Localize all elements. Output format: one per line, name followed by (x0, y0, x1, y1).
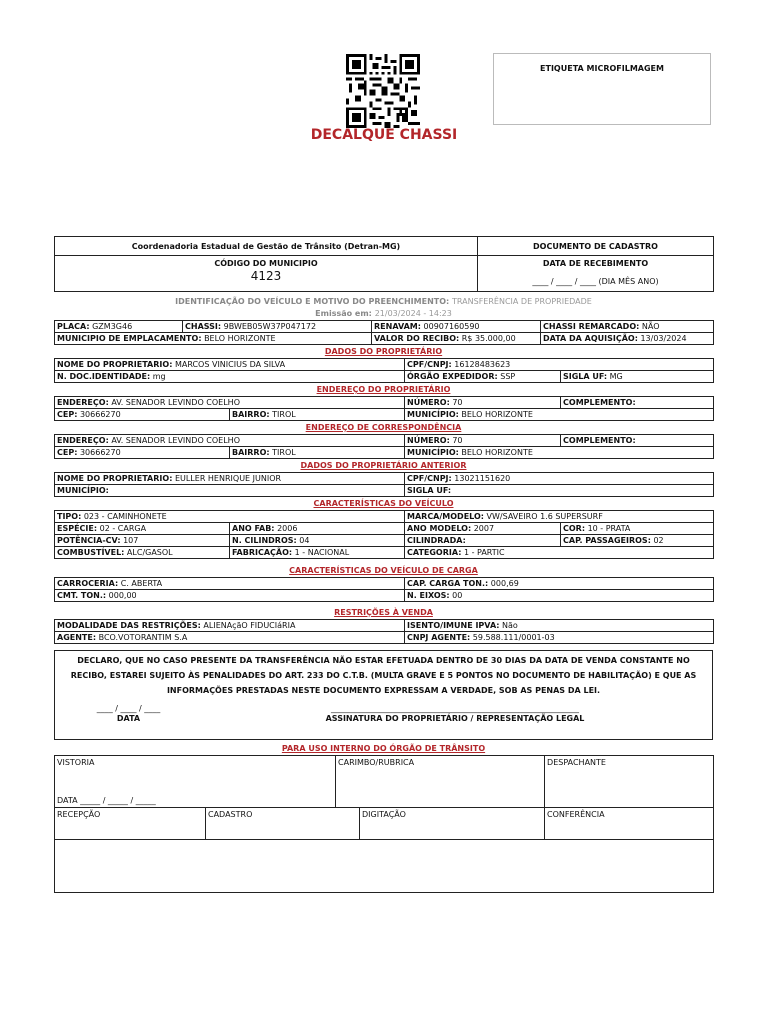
municipio-emplacamento-label: MUNICIPIO DE EMPLACAMENTO: (57, 334, 202, 343)
despachante-label: DESPACHANTE (547, 758, 606, 767)
cmt-value: 000,00 (108, 591, 137, 600)
despachante-cell (545, 756, 714, 808)
renavam-value: 00907160590 (423, 322, 480, 331)
cpf-label: CPF/CNPJ: (407, 360, 452, 369)
identificacao-line (54, 296, 713, 308)
chassi-remarcado-label: CHASSI REMARCADO: (543, 322, 640, 331)
chassi-value: 9BWEB05W37P047172 (223, 322, 317, 331)
section-title-restricoes: RESTRIÇÕES À VENDA (334, 608, 433, 617)
data-aquisicao-value: 13/03/2024 (640, 334, 687, 343)
bairro-label: BAIRRO: (232, 410, 270, 419)
doc-identidade-value: mg (152, 372, 166, 381)
nome-proprietario-label: NOME DO PROPRIETARIO: (57, 360, 173, 369)
etiqueta-microfilmagem-box (493, 53, 711, 125)
endereco-value: AV. SENADOR LEVINDO COELHO (111, 398, 240, 407)
doc-type: DOCUMENTO DE CADASTRO (478, 237, 714, 256)
corresp-cep-label: CEP: (57, 448, 78, 457)
anterior-nome-value: EULLER HENRIQUE JUNIOR (174, 474, 282, 483)
declaracao-box (54, 650, 713, 740)
endereco-table (54, 396, 714, 421)
cadastro-cell (206, 808, 360, 840)
doc-identidade-label: N. DOC.IDENTIDADE: (57, 372, 151, 381)
agente-label: AGENTE: (57, 633, 97, 642)
orgao-expedidor-label: ÓRGÃO EXPEDIDOR: (407, 372, 498, 381)
ano-fab-value: 2006 (277, 524, 298, 533)
ano-modelo-label: ANO MODELO: (407, 524, 472, 533)
carroceria-value: C. ABERTA (120, 579, 163, 588)
corresp-municipio-value: BELO HORIZONTE (461, 448, 533, 457)
section-title-correspondencia: ENDEREÇO DE CORRESPONDÊNCIA (305, 423, 462, 432)
anterior-municipio-label: MUNICÍPIO: (57, 486, 109, 495)
cadastro-label: CADASTRO (208, 810, 253, 819)
data-label: DATA (116, 714, 141, 723)
cap-carga-label: CAP. CARGA TON.: (407, 579, 489, 588)
sigla-uf-label: SIGLA UF: (563, 372, 608, 381)
corresp-endereco-label: ENDEREÇO: (57, 436, 109, 445)
placa-label: PLACA: (57, 322, 90, 331)
data-blank: ____ / ____ / ____ (96, 704, 161, 713)
combustivel-value: ALC/GASOL (126, 548, 173, 557)
observacoes-cell (55, 840, 714, 893)
passageiros-value: 02 (653, 536, 664, 545)
emissao-label: Emissão em: (315, 309, 372, 318)
conferencia-label: CONFERÊNCIA (547, 810, 605, 819)
data-recebimento-value: ____ / ____ / ____ (DIA MÊS ANO) (532, 277, 659, 286)
cpf-value: 16128483623 (454, 360, 511, 369)
identificacao-value: TRANSFERÊNCIA DE PROPRIEDADE (452, 297, 592, 306)
etiqueta-label: ETIQUETA MICROFILMAGEM (540, 64, 664, 73)
veiculo-table (54, 320, 714, 345)
corresp-numero-value: 70 (452, 436, 463, 445)
eixos-value: 00 (452, 591, 463, 600)
section-title-proprietario: DADOS DO PROPRIETÁRIO (324, 347, 443, 356)
ipva-value: Não (502, 621, 518, 630)
tipo-label: TIPO: (57, 512, 82, 521)
codigo-label: CÓDIGO DO MUNICIPIO (214, 259, 318, 268)
numero-value: 70 (452, 398, 463, 407)
modalidade-value: ALIENAçãO FIDUCIáRIA (203, 621, 296, 630)
anterior-cpf-label: CPF/CNPJ: (407, 474, 452, 483)
corresp-cep-value: 30666270 (79, 448, 121, 457)
agente-value: BCO.VOTORANTIM S.A (98, 633, 188, 642)
fabricacao-label: FABRICAÇÃO: (232, 548, 293, 557)
potencia-value: 107 (123, 536, 139, 545)
potencia-label: POTÊNCIA-CV: (57, 536, 121, 545)
vistoria-label: VISTORIA (57, 758, 95, 767)
assinatura-signature (313, 704, 597, 724)
categoria-value: 1 - PARTIC (463, 548, 505, 557)
data-recebimento-label: DATA DE RECEBIMENTO (542, 259, 649, 268)
municipio-label: MUNICÍPIO: (407, 410, 459, 419)
cep-label: CEP: (57, 410, 78, 419)
municipio-emplacamento-value: BELO HORIZONTE (204, 334, 276, 343)
section-title-caracteristicas: CARACTERÍSTICAS DO VEÍCULO (313, 499, 454, 508)
corresp-municipio-label: MUNICÍPIO: (407, 448, 459, 457)
section-title-carga: CARACTERÍSTICAS DO VEÍCULO DE CARGA (289, 566, 478, 575)
codigo-value: 4123 (250, 269, 282, 283)
cor-label: COR: (563, 524, 586, 533)
assinatura-line: ______________________________________________________________ (331, 704, 579, 713)
cep-value: 30666270 (79, 410, 121, 419)
especie-label: ESPÉCIE: (57, 524, 98, 533)
carga-table (54, 577, 714, 602)
valor-recibo-label: VALOR DO RECIBO: (374, 334, 460, 343)
restricoes-table (54, 619, 714, 644)
cap-carga-value: 000,69 (490, 579, 519, 588)
carroceria-label: CARROCERIA: (57, 579, 119, 588)
especie-value: 02 - CARGA (99, 524, 147, 533)
form-body (54, 236, 713, 893)
municipio-value: BELO HORIZONTE (461, 410, 533, 419)
corresp-bairro-value: TIROL (272, 448, 296, 457)
numero-label: NÚMERO: (407, 398, 450, 407)
cilindros-value: 04 (299, 536, 310, 545)
chassi-label: CHASSI: (185, 322, 222, 331)
digitacao-cell (360, 808, 545, 840)
page-title: DECALQUE CHASSI (310, 127, 458, 143)
passageiros-label: CAP. PASSAGEIROS: (563, 536, 651, 545)
cnpj-agente-label: CNPJ AGENTE: (407, 633, 471, 642)
carimbo-label: CARIMBO/RUBRICA (338, 758, 415, 767)
caracteristicas-table (54, 510, 714, 559)
corresp-complemento-label: COMPLEMENTO: (563, 436, 636, 445)
cilindros-label: N. CILINDROS: (232, 536, 297, 545)
marca-value: VW/SAVEIRO 1.6 SUPERSURF (486, 512, 603, 521)
bairro-value: TIROL (272, 410, 296, 419)
chassi-remarcado-value: NÃO (641, 322, 660, 331)
tipo-value: 023 - CAMINHONETE (83, 512, 167, 521)
data-aquisicao-label: DATA DA AQUISIÇÃO: (543, 334, 638, 343)
complemento-label: COMPLEMENTO: (563, 398, 636, 407)
carimbo-cell (336, 756, 545, 808)
qr-code (346, 54, 420, 128)
correspondencia-table (54, 434, 714, 459)
emissao-line (54, 308, 713, 320)
anterior-cpf-value: 13021151620 (454, 474, 511, 483)
corresp-bairro-label: BAIRRO: (232, 448, 270, 457)
fabricacao-value: 1 - NACIONAL (294, 548, 350, 557)
uso-interno-table (54, 755, 714, 893)
recepcao-cell (55, 808, 206, 840)
endereco-label: ENDEREÇO: (57, 398, 109, 407)
section-title-uso-interno: PARA USO INTERNO DO ÓRGÃO DE TRÂNSITO (281, 744, 486, 753)
anterior-uf-label: SIGLA UF: (407, 486, 452, 495)
placa-value: GZM3G46 (92, 322, 133, 331)
ano-modelo-value: 2007 (473, 524, 495, 533)
marca-label: MARCA/MODELO: (407, 512, 484, 521)
valor-recibo-value: R$ 35.000,00 (461, 334, 516, 343)
cor-value: 10 - PRATA (587, 524, 631, 533)
corresp-endereco-value: AV. SENADOR LEVINDO COELHO (111, 436, 240, 445)
sigla-uf-value: MG (609, 372, 623, 381)
corresp-numero-label: NÚMERO: (407, 436, 450, 445)
vistoria-data: DATA _____ / _____ / _____ (57, 796, 156, 805)
categoria-label: CATEGORIA: (407, 548, 462, 557)
section-title-endereco: ENDEREÇO DO PROPRIETÁRIO (316, 385, 451, 394)
digitacao-label: DIGITAÇÃO (362, 810, 406, 819)
anterior-table (54, 472, 714, 497)
modalidade-label: MODALIDADE DAS RESTRIÇÕES: (57, 621, 201, 630)
renavam-label: RENAVAM: (374, 322, 421, 331)
anterior-nome-label: NOME DO PROPRIETARIO: (57, 474, 173, 483)
header-table (54, 236, 714, 292)
recepcao-label: RECEPÇÃO (57, 810, 101, 819)
cnpj-agente-value: 59.588.111/0001-03 (472, 633, 555, 642)
conferencia-cell (545, 808, 714, 840)
nome-proprietario-value: MARCOS VINICIUS DA SILVA (174, 360, 286, 369)
assinatura-label: ASSINATURA DO PROPRIETÁRIO / REPRESENTAÇÃO LEGAL (325, 714, 585, 723)
orgao-expedidor-value: SSP (500, 372, 516, 381)
ipva-label: ISENTO/IMUNE IPVA: (407, 621, 500, 630)
org-name: Coordenadoria Estadual de Gestão de Trânsito (Detran-MG) (55, 237, 478, 256)
ano-fab-label: ANO FAB: (232, 524, 275, 533)
declaracao-text: DECLARO, QUE NO CASO PRESENTE DA TRANSFERÊNCIA NÃO ESTAR EFETUADA DENTRO DE 30 DIAS DA DATA DE VENDA CONSTANTE NO RECIBO, ESTAREI SUJEITO ÀS PENALIDADES DO ART. 233 DO C.T.B. (MULTA GRAVE E 5 PONTOS NO DOCUMENTO DE HABILITAÇÃO) E QUE AS INFORMAÇÕES PRESTADAS NESTE DOCUMENTO EXPRESSAM A VERDADE, SOB AS PENAS DA LEI. (70, 656, 697, 695)
combustivel-label: COMBUSTÍVEL: (57, 548, 125, 557)
eixos-label: N. EIXOS: (407, 591, 450, 600)
data-signature (91, 704, 166, 724)
cilindrada-label: CILINDRADA: (407, 536, 466, 545)
identificacao-label: IDENTIFICAÇÃO DO VEÍCULO E MOTIVO DO PREENCHIMENTO: (175, 297, 450, 306)
emissao-value: 21/03/2024 - 14:23 (374, 309, 452, 318)
section-title-anterior: DADOS DO PROPRIETÁRIO ANTERIOR (300, 461, 467, 470)
proprietario-table (54, 358, 714, 383)
cmt-label: CMT. TON.: (57, 591, 107, 600)
